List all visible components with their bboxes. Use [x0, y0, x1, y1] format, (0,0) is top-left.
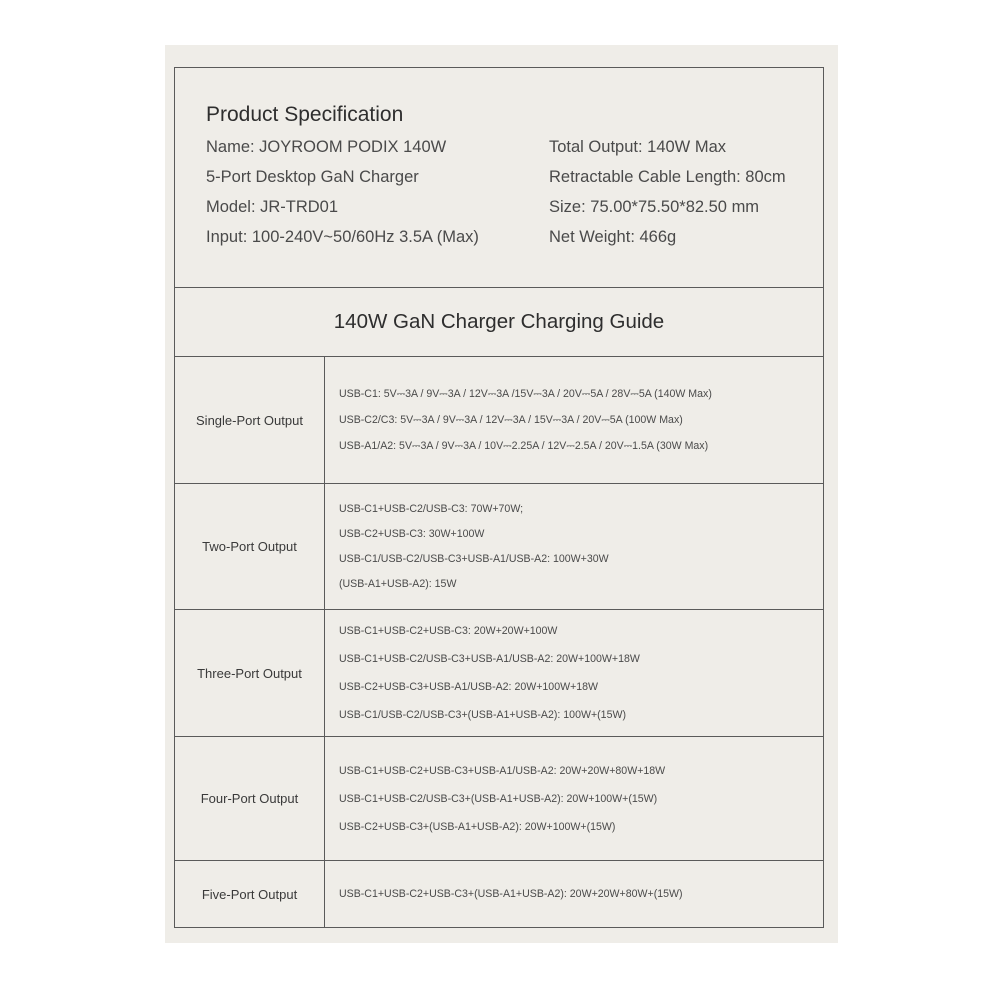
row-lines: [339, 737, 817, 860]
row-label: Five-Port Output: [175, 861, 325, 927]
row-lines: [339, 861, 817, 927]
spec-net-weight: Net Weight: 466g: [549, 228, 677, 246]
spec-name: Name: JOYROOM PODIX 140W: [206, 138, 447, 156]
output-line: USB-C1/USB-C2/USB-C3+USB-A1/USB-A2: 100W+30W: [339, 552, 609, 565]
guide-row-five-port: [175, 861, 823, 927]
output-line: USB-C2/C3: 5V⎓3A / 9V⎓3A / 12V⎓3A / 15V⎓3A / 20V⎓5A (100W Max): [339, 414, 683, 426]
guide-row-three-port: [175, 610, 823, 737]
guide-row-four-port: [175, 737, 823, 861]
output-line: USB-C1: 5V⎓3A / 9V⎓3A / 12V⎓3A /15V⎓3A / 20V⎓5A / 28V⎓5A (140W Max): [339, 388, 712, 400]
spec-input: Input: 100-240V~50/60Hz 3.5A (Max): [206, 228, 479, 246]
spec-card: [165, 45, 838, 943]
output-line: USB-C2+USB-C3+(USB-A1+USB-A2): 20W+100W+(15W): [339, 820, 616, 833]
output-line: USB-C2+USB-C3: 30W+100W: [339, 527, 485, 540]
output-line: USB-A1/A2: 5V⎓3A / 9V⎓3A / 10V⎓2.25A / 12V⎓2.5A / 20V⎓1.5A (30W Max): [339, 440, 709, 452]
output-line: USB-C1+USB-C2/USB-C3+(USB-A1+USB-A2): 20W+100W+(15W): [339, 792, 658, 805]
output-line: USB-C2+USB-C3+USB-A1/USB-A2: 20W+100W+18W: [339, 681, 599, 693]
product-specification-section: [175, 68, 823, 288]
guide-row-two-port: [175, 484, 823, 610]
output-line: USB-C1+USB-C2+USB-C3: 20W+20W+100W: [339, 625, 558, 637]
row-label: Single-Port Output: [175, 357, 325, 483]
row-label: Three-Port Output: [175, 610, 325, 736]
spec-model: Model: JR-TRD01: [206, 198, 339, 216]
output-line: USB-C1/USB-C2/USB-C3+(USB-A1+USB-A2): 100W+(15W): [339, 709, 626, 721]
output-line: USB-C1+USB-C2+USB-C3+(USB-A1+USB-A2): 20W+20W+80W+(15W): [339, 888, 683, 900]
charging-guide-title: 140W GaN Charger Charging Guide: [175, 288, 823, 357]
output-line: USB-C1+USB-C2+USB-C3+USB-A1/USB-A2: 20W+20W+80W+18W: [339, 764, 666, 777]
row-label: Two-Port Output: [175, 484, 325, 609]
spec-left-column: [206, 132, 479, 252]
output-line: USB-C1+USB-C2/USB-C3: 70W+70W;: [339, 502, 524, 515]
spec-cable-length: Retractable Cable Length: 80cm: [549, 168, 786, 186]
row-lines: [339, 484, 817, 609]
row-lines: [339, 610, 817, 736]
spec-right-column: [549, 132, 786, 252]
spec-frame: [174, 67, 824, 928]
spec-total-output: Total Output: 140W Max: [549, 138, 726, 156]
spec-product-type: 5-Port Desktop GaN Charger: [206, 168, 419, 186]
spec-size: Size: 75.00*75.50*82.50 mm: [549, 198, 760, 216]
row-label: Four-Port Output: [175, 737, 325, 860]
output-line: USB-C1+USB-C2/USB-C3+USB-A1/USB-A2: 20W+100W+18W: [339, 653, 640, 665]
output-line: (USB-A1+USB-A2): 15W: [339, 577, 457, 590]
guide-row-single-port: [175, 357, 823, 484]
spec-title: Product Specification: [206, 103, 404, 126]
row-lines: [339, 357, 817, 483]
